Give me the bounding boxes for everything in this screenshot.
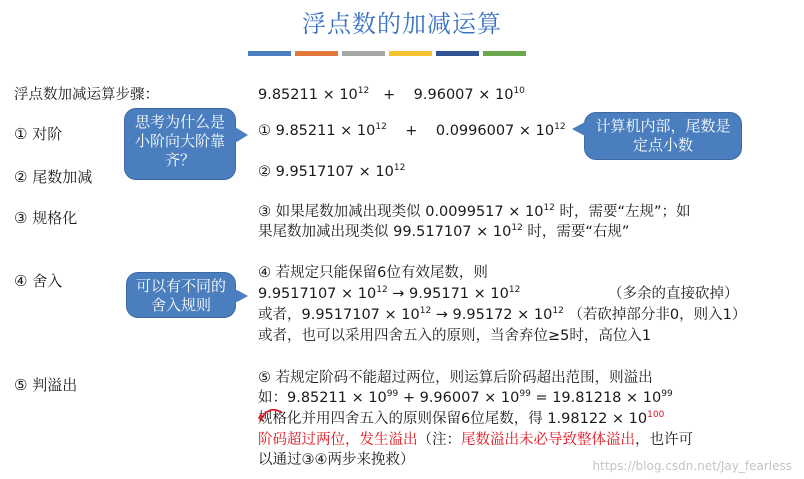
step5-line2: 如：$9.85211 \times 10^{99} + 9.96007 \times 10^{99} = 19.81218 \times 10^{99}$ [258,389,673,406]
callout-tail [235,289,248,303]
step5-line1: ⑤ 若规定阶码不能超过两位，则运算后阶码超出范围，则溢出 [258,370,653,386]
step4-line4: 或者，也可以采用四舍五入的原则，当舍弃位≥5时，高位入1 [258,328,652,344]
step3-line2: 果尾数加减出现类似 $99.517107 \times 10^{12}$ 时，需要“右规” [258,223,630,240]
step5-line3: 规格化并用四舍五入的原则保留6位尾数，得 $1.98122 \times 10^{100}$ [258,410,665,427]
color-bar-1 [248,51,291,56]
intro-label: 浮点数加减运算步骤： [14,87,159,103]
color-bar-4 [389,51,432,56]
step4-line2: $9.9517107 \times 10^{12} \to 9.95171 \times 10^{12}$ [258,285,521,302]
red-annotation-arrow [258,405,284,425]
callout-tail [572,122,585,136]
step-round-label: ④ 舍入 [14,272,63,290]
step-align-label: ① 对阶 [14,125,63,143]
callout-why-small-to-large: 思考为什么是小阶向大阶靠齐？ [124,108,236,180]
callout-rounding-rules: 可以有不同的舍入规则 [126,272,236,318]
step2-expression: ② $9.9517107 \times 10^{12}$ [258,163,406,180]
step-overflow-label: ⑤ 判溢出 [14,376,78,394]
step-mantissa-label: ② 尾数加减 [14,168,93,186]
slide-title: 浮点数的加减运算 [302,10,502,38]
step5-line4: 阶码超过两位，发生溢出（注：尾数溢出未必导致整体溢出，也许可 [258,432,693,448]
color-bar-5 [436,51,479,56]
step4-note-truncate: （多余的直接砍掉） [608,286,739,302]
step-normalize-label: ③ 规格化 [14,209,78,227]
intro-expression: $9.85211 \times 10^{12}$ + $9.96007 \times 10^{10}$ [258,86,525,103]
callout-fixed-point-mantissa: 计算机内部，尾数是定点小数 [584,112,742,160]
step4-line3: 或者，$9.9517107 \times 10^{12} \to 9.95172 \times 10^{12}$ （若砍掉部分非0，则入1） [258,306,747,323]
step3-line1: ③ 如果尾数加减出现类似 $0.0099517 \times 10^{12}$ 时，需要“左规”；如 [258,203,691,220]
color-bar-3 [342,51,385,56]
title-color-bars [248,51,526,56]
step5-line5: 以通过③④两步来挽救） [258,452,415,468]
step4-line1: ④ 若规定只能保留6位有效尾数，则 [258,265,488,281]
color-bar-2 [295,51,338,56]
watermark-url: https://blog.csdn.net/Jay_fearless [592,459,792,473]
callout-tail [235,127,248,143]
step1-expression: ① $9.85211 \times 10^{12}$ + $0.0996007 \times 10^{12}$ [258,122,566,139]
color-bar-6 [483,51,526,56]
